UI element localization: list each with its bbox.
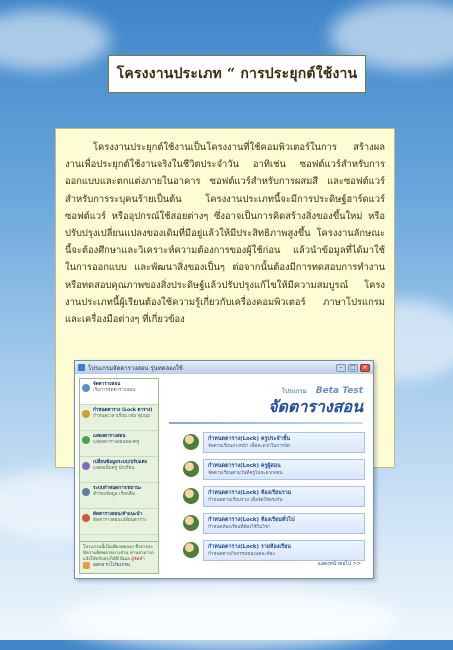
exit-label: ออกจากโปรแกรม xyxy=(93,563,131,568)
list-item-title: กำหนดตาราง(Lock) ครูผู้สอน xyxy=(208,462,281,469)
brand-header xyxy=(163,378,369,420)
list-item[interactable] xyxy=(183,486,369,506)
list-item[interactable] xyxy=(183,540,369,560)
list-item-title: กำหนดตาราง(Lock) ห้องเรียนทั่วไป xyxy=(208,516,295,523)
sidebar-item-lock[interactable] xyxy=(80,405,158,431)
brand-beta: Beta Test xyxy=(315,386,363,396)
list-item[interactable] xyxy=(183,459,369,479)
teacher-icon xyxy=(183,434,199,450)
cloud xyxy=(0,10,110,70)
table-icon xyxy=(82,436,90,444)
page-title: โครงงานประเภท “ การประยุกต์ใช้งาน xyxy=(116,66,358,82)
author-link[interactable]: ผู้จัดทำ xyxy=(131,557,145,562)
list-item-sub: จัดคาบเรียนล่วงหน้า เพื่อสะดวกในการจัด xyxy=(208,443,290,449)
sidebar-item-title: ตัดตารางสอน/คำแนะนำ xyxy=(93,512,143,517)
list-item[interactable] xyxy=(183,432,369,452)
sidebar-item-sub: แสดงตารางสอนของครู xyxy=(93,440,140,445)
students-icon xyxy=(183,515,199,531)
lock-icon xyxy=(82,410,90,418)
sidebar-note-text: โปรแกรมนี้เป็นเพียงทดลอง ซึ่งอาจจะมีความผิดพลาดบางส่วน ท่านสามารถแจ้งให้ปรับปรุงได้ที่ อีเมล xyxy=(83,545,154,562)
list-item-sub: จัดคาบเรียนตามวันที่ครูไม่สะดวกสอน xyxy=(208,470,283,476)
list-item[interactable] xyxy=(183,513,369,533)
sidebar-item-sub: ดัดตารางสอนเปลี่ยนตาราง xyxy=(93,518,147,523)
exit-icon xyxy=(83,562,90,569)
sidebar-item-sub: สำรองข้อมูล เรียกคืน xyxy=(93,492,135,497)
app-icon xyxy=(78,364,85,371)
sidebar-item-title: เปลี่ยนข้อมูลระบบ/ปรับแต่ง xyxy=(93,460,147,465)
cloud xyxy=(60,590,400,650)
exit-button[interactable] xyxy=(83,561,130,569)
brand-small: โปรแกรม xyxy=(281,388,307,395)
window-titlebar xyxy=(75,361,373,374)
sidebar-item-sub: เริ่มการจัดตารางสอน xyxy=(93,388,136,393)
sidebar-item-sub: กำหนดเวลาเรียน เช่น ชุมนุม xyxy=(93,414,150,419)
sidebar-item-title: กำหนดตาราง (Lock ตาราง) xyxy=(93,408,153,413)
body-paragraph: โครงงานประยุกต์ใช้งานเป็นโครงงานที่ใช้คอมพิวเตอร์ในการ สร้างผลงานเพื่อประยุกต์ใช้งานจริงในชีวิตประจำวัน อาทิเช่น ซอฟต์แวร์สำหรับการออกแบบและตกแต่งภายในอาคาร ซอฟต์แวร์สำหรับการผสมสี และซอฟต์แวร์สำหรับการระบุคนร้ายเป็นต้น โครงงานประเภทนี้จะมีการประดิษฐ์ฮาร์ดแวร์ ซอฟต์แวร์ หรืออุปกรณ์ใช้สอยต่างๆ ซึ่งอาจเป็นการคิดสร้างสิ่งของขึ้นใหม่ หรือปรับปรุงเปลี่ยนแปลงของเดิมที่มีอยู่แล้วให้มีประสิทธิภาพสูงขึ้น โครงงานลักษณะนี้จะต้องศึกษาและวิเคราะห์ความต้องการของผู้ใช้ก่อน แล้วนำข้อมูลที่ได้มาใช้ในการออกแบบ และพัฒนาสิ่งของเป็นๆ ต่อจากนั้นต้องมีการทดสอบการทำงานหรือทดสอบคุณภาพของสิ่งประดิษฐ์แล้วปรับปรุงแก้ไขให้มีความสมบูรณ์ โครงงานประเภทนี้ผู้เรียนต้องใช้ความรู้เกี่ยวกับเครื่องคอมพิวเตอร์ ภาษาโปรแกรม และเครื่องมือต่างๆ ที่เกี่ยวข้อง xyxy=(65,142,385,326)
students-icon xyxy=(183,488,199,504)
gear-icon xyxy=(82,488,90,496)
window-title: โปรแกรมจัดตารางสอน รุ่นทดลองใช้ xyxy=(88,364,183,372)
sidebar-item-sub: แสดงเพิ่มครู นักเรียน xyxy=(93,466,135,471)
list-item-title: กำหนดตาราง(Lock) ห้องเรียนรวม xyxy=(208,489,292,496)
list-item-title: กำหนดตาราง(Lock) รายห้องเรียน xyxy=(208,543,291,550)
sidebar-item-system[interactable] xyxy=(80,483,158,509)
classroom-icon xyxy=(183,542,199,558)
list-item-sub: กำหนดคาบกิจกรรมของแต่ละห้อง xyxy=(208,551,275,557)
program-screenshot xyxy=(74,360,374,579)
sidebar-item-help[interactable] xyxy=(80,509,158,535)
next-page-link[interactable]: แสดงหน้าต่อไป >> xyxy=(317,561,361,567)
list-item-title: กำหนดตาราง(Lock) ครูประจำชั้น xyxy=(208,435,291,442)
clock-icon xyxy=(82,384,90,392)
divider xyxy=(169,422,363,424)
list-item-sub: กำหนดห้องเรียนที่ต้องใช้ในวิชา xyxy=(208,524,271,530)
brand-title: จัดตารางสอน xyxy=(268,397,363,416)
sidebar xyxy=(79,378,159,574)
sidebar-item-show[interactable] xyxy=(80,431,158,457)
sidebar-item-title: ระบบกำหนดการ/สถานะ xyxy=(93,486,142,491)
minimize-icon[interactable]: – xyxy=(336,364,346,372)
list-item-sub: กำหนดคาบเรียนรวม เพื่อจัดให้ตรงกัน xyxy=(208,497,283,503)
page-title-box xyxy=(108,55,366,93)
main-panel xyxy=(163,378,369,574)
teacher-icon xyxy=(183,461,199,477)
database-icon xyxy=(82,462,90,470)
help-icon xyxy=(82,514,90,522)
sidebar-item-data[interactable] xyxy=(80,457,158,483)
sidebar-item-schedule[interactable] xyxy=(80,379,158,405)
maximize-icon[interactable]: □ xyxy=(348,364,358,372)
close-icon[interactable]: × xyxy=(360,364,370,372)
sidebar-item-title: แสดงตารางสอน xyxy=(93,434,126,439)
option-list xyxy=(163,432,369,560)
sidebar-item-title: จัดตารางสอน xyxy=(93,382,121,387)
